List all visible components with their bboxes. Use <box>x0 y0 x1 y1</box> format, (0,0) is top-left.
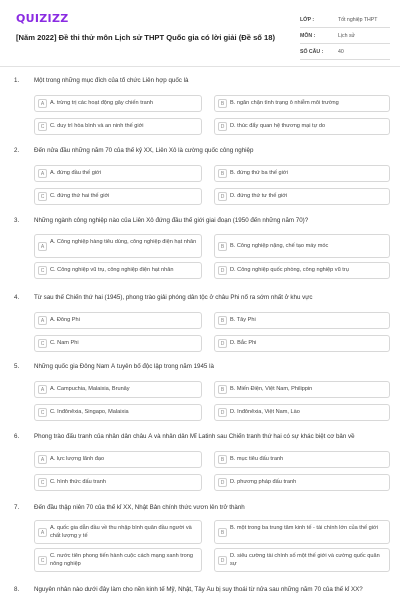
quizizz-logo: QUIZIZZ <box>16 12 69 25</box>
question-number: 3. <box>14 217 20 224</box>
meta-row-subject <box>300 28 390 44</box>
option-letter-badge: B <box>218 99 227 108</box>
option-c[interactable] <box>34 404 202 421</box>
option-letter-badge: A <box>38 316 47 325</box>
question-number: 1. <box>14 77 20 84</box>
option-text: A. quốc gia dẫn đầu về thu nhập bình quân đầu người và chất lượng y tế <box>50 525 192 539</box>
option-a[interactable] <box>34 381 202 398</box>
option-a[interactable] <box>34 520 202 544</box>
meta-row-count <box>300 44 390 60</box>
option-text: C. Inđônêxia, Singapo, Malaixia <box>50 409 129 415</box>
question-3 <box>14 216 392 274</box>
option-a[interactable] <box>34 451 202 468</box>
option-c[interactable] <box>34 474 202 491</box>
document-title: [Năm 2022] Đề thi thử môn Lịch sử THPT Quốc gia có lời giải (Đề số 18) <box>16 33 276 42</box>
option-b[interactable] <box>214 165 390 182</box>
option-text: D. Công nghiệp quốc phòng, công nghiệp vũ trụ <box>230 267 349 273</box>
question-text: Từ sau thế Chiến thứ hai (1945), phong trào giải phóng dân tộc ở châu Phi nổ ra sớm nhất ở khu vực <box>34 294 313 301</box>
option-letter-badge: B <box>218 385 227 394</box>
meta-table <box>300 12 390 60</box>
option-text: D. đứng thứ tư thế giới <box>230 193 288 199</box>
option-c[interactable] <box>34 262 202 279</box>
question-number: 7. <box>14 504 20 511</box>
option-letter-badge: D <box>218 408 227 417</box>
option-letter-badge: B <box>218 455 227 464</box>
option-a[interactable] <box>34 234 202 258</box>
option-c[interactable] <box>34 118 202 135</box>
option-text: A. Campuchia, Malaixia, Brunây <box>50 386 130 392</box>
option-d[interactable] <box>214 335 390 352</box>
question-text: Những quốc gia Đông Nam Á tuyên bố độc lập trong năm 1945 là <box>34 363 214 370</box>
question-text: Đến nửa đầu những năm 70 của thế kỷ XX, Liên Xô là cường quốc công nghiệp <box>34 147 254 154</box>
question-number: 6. <box>14 433 20 440</box>
option-text: B. Miến Điện, Việt Nam, Philippin <box>230 386 313 392</box>
option-letter-badge: D <box>218 339 227 348</box>
meta-value: Lịch sử <box>338 32 356 39</box>
option-letter-badge: D <box>218 478 227 487</box>
option-letter-badge: A <box>38 169 47 178</box>
option-text: B. đứng thứ ba thế giới <box>230 170 288 176</box>
question-text: Một trong những mục đích của tổ chức Liên hợp quốc là <box>34 77 189 84</box>
option-c[interactable] <box>34 188 202 205</box>
option-letter-badge: C <box>38 266 47 275</box>
option-letter-badge: D <box>218 266 227 275</box>
question-number: 2. <box>14 147 20 154</box>
option-text: C. Nam Phi <box>50 340 79 346</box>
question-text: Đến đầu thập niên 70 của thế kỉ XX, Nhật Bản chính thức vươn lên trở thành <box>34 504 245 511</box>
option-d[interactable] <box>214 474 390 491</box>
option-letter-badge: C <box>38 122 47 131</box>
question-number: 4. <box>14 294 20 301</box>
option-text: A. Đông Phi <box>50 317 80 323</box>
option-b[interactable] <box>214 312 390 329</box>
option-text: C. duy trì hòa bình và an ninh thế giới <box>50 123 144 129</box>
question-text: Phong trào đấu tranh của nhân dân châu Á và nhân dân Mĩ Latinh sau Chiến tranh thứ hai có sự khác biệt cơ bản về <box>34 433 355 440</box>
option-text: B. một trong ba trung tâm kinh tế - tài chính lớn của thế giới <box>230 525 378 531</box>
option-letter-badge: A <box>38 99 47 108</box>
option-letter-badge: A <box>38 385 47 394</box>
question-7 <box>14 503 392 567</box>
option-text: C. nước tiên phong tiến hành cuộc cách mạng xanh trong nông nghiệp <box>50 553 193 567</box>
option-letter-badge: A <box>38 528 47 537</box>
option-text: D. siêu cường tài chính số một thế giới và cường quốc quân sự <box>230 553 380 567</box>
option-b[interactable] <box>214 451 390 468</box>
option-letter-badge: B <box>218 528 227 537</box>
question-6 <box>14 432 392 486</box>
question-4 <box>14 293 392 347</box>
meta-row-grade <box>300 12 390 28</box>
option-b[interactable] <box>214 95 390 112</box>
option-text: B. Công nghiệp nặng, chế tạo máy móc <box>230 243 329 249</box>
option-a[interactable] <box>34 95 202 112</box>
option-a[interactable] <box>34 165 202 182</box>
option-letter-badge: B <box>218 169 227 178</box>
option-text: C. đứng thứ hai thế giới <box>50 193 110 199</box>
option-text: C. hình thức đấu tranh <box>50 479 106 485</box>
option-letter-badge: B <box>218 242 227 251</box>
option-text: B. Tây Phi <box>230 317 256 323</box>
question-text: Những ngành công nghiệp nào của Liên Xô đứng đầu thế giới giai đoạn (1950 đến những năm 70)? <box>34 217 309 224</box>
option-d[interactable] <box>214 262 390 279</box>
question-text: Nguyên nhân nào dưới đây làm cho nền kinh tế Mỹ, Nhật, Tây Âu bị suy thoái từ nửa sau những năm 70 của thế kỉ XX? <box>34 586 363 593</box>
option-b[interactable] <box>214 381 390 398</box>
meta-label: LỚP : <box>300 16 315 23</box>
meta-value: Tốt nghiệp THPT <box>338 16 378 23</box>
option-text: A. lực lượng lãnh đạo <box>50 456 105 462</box>
meta-label: MÔN : <box>300 32 316 39</box>
question-8 <box>14 585 392 597</box>
option-d[interactable] <box>214 188 390 205</box>
option-text: D. Bắc Phi <box>230 340 257 346</box>
question-number: 8. <box>14 586 20 593</box>
option-letter-badge: D <box>218 122 227 131</box>
question-2 <box>14 146 392 200</box>
option-text: A. trừng trị các hoạt động gây chiến tranh <box>50 100 153 106</box>
option-d[interactable] <box>214 118 390 135</box>
option-letter-badge: C <box>38 192 47 201</box>
option-b[interactable] <box>214 520 390 544</box>
option-letter-badge: B <box>218 316 227 325</box>
meta-label: SỐ CÂU : <box>300 48 324 55</box>
option-letter-badge: A <box>38 242 47 251</box>
option-text: A. Công nghiệp hàng tiêu dùng, công nghiệp điện hạt nhân <box>50 239 197 245</box>
option-text: B. ngăn chặn tình trạng ô nhiễm môi trường <box>230 100 339 106</box>
option-letter-badge: C <box>38 408 47 417</box>
option-letter-badge: D <box>218 192 227 201</box>
question-number: 5. <box>14 363 20 370</box>
option-text: D. thúc đẩy quan hệ thương mại tự do <box>230 123 326 129</box>
option-a[interactable] <box>34 312 202 329</box>
option-text: D. Inđônêxia, Việt Nam, Lào <box>230 409 300 415</box>
option-letter-badge: C <box>38 339 47 348</box>
option-letter-badge: D <box>218 556 227 565</box>
option-c[interactable] <box>34 335 202 352</box>
option-text: D. phương pháp đấu tranh <box>230 479 297 485</box>
header-divider <box>0 66 400 67</box>
option-letter-badge: C <box>38 478 47 487</box>
option-d[interactable] <box>214 404 390 421</box>
question-1 <box>14 76 392 130</box>
option-c[interactable] <box>34 548 202 572</box>
option-letter-badge: A <box>38 455 47 464</box>
option-d[interactable] <box>214 548 390 572</box>
option-text: C. Công nghiệp vũ trụ, công nghiệp điện hạt nhân <box>50 267 174 273</box>
option-text: B. mục tiêu đấu tranh <box>230 456 284 462</box>
document-header <box>0 0 400 70</box>
option-letter-badge: C <box>38 556 47 565</box>
option-text: A. đứng đầu thế giới <box>50 170 101 176</box>
meta-value: 40 <box>338 48 344 55</box>
option-b[interactable] <box>214 234 390 258</box>
question-5 <box>14 362 392 416</box>
